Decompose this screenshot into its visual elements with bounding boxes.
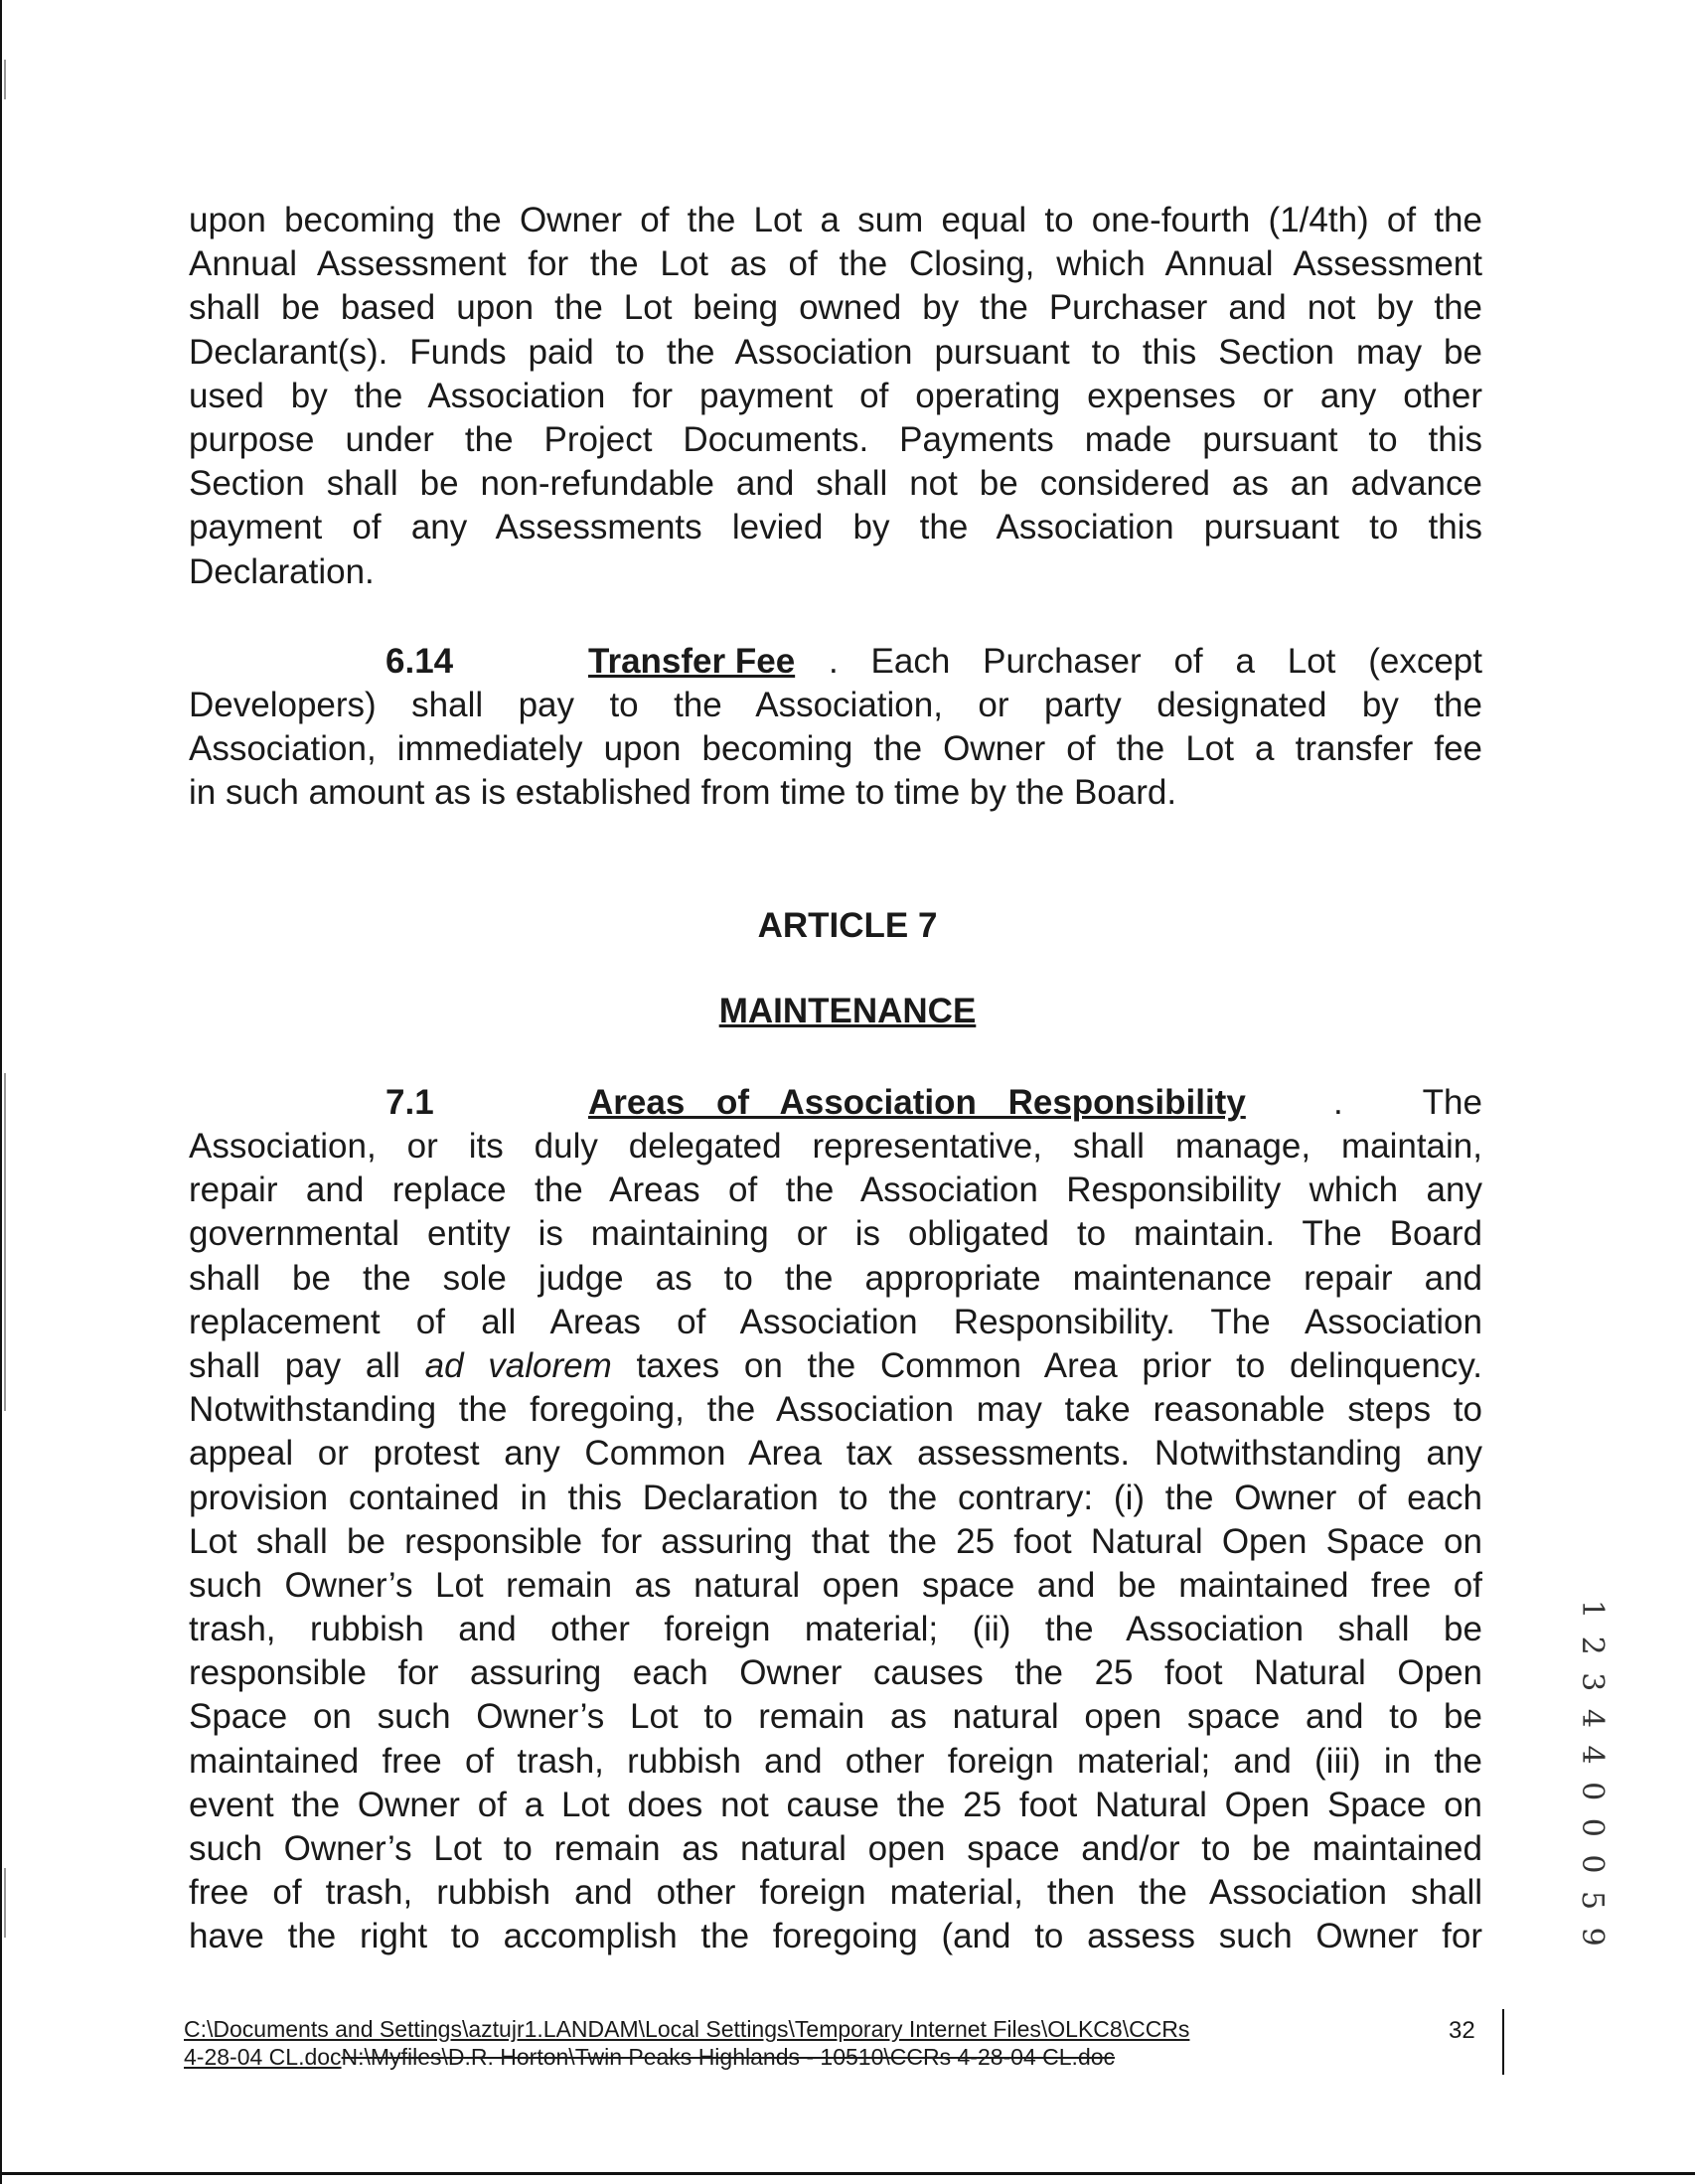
text-line: Developers) shall pay to the Association, or party designated by the xyxy=(189,686,1482,724)
section-title: Transfer Fee xyxy=(588,642,796,681)
text-line: governmental entity is maintaining or is obligated to maintain. The Board xyxy=(189,1214,1482,1254)
text-line: have the right to accomplish the foregoing (and to assess such Owner for xyxy=(189,1917,1482,1956)
footer-rule xyxy=(1502,2009,1504,2075)
section-first-line-text: . Each Purchaser of a Lot (except xyxy=(829,642,1482,681)
scan-mark xyxy=(4,60,6,99)
page-left-edge xyxy=(0,0,2,2184)
text-line: Section shall be non-refundable and shall not be considered as an advance xyxy=(189,464,1482,504)
text-line: Association, or its duly delegated representative, shall manage, maintain, xyxy=(189,1127,1482,1166)
text-line: Annual Assessment for the Lot as of the Closing, which Annual Assessment xyxy=(189,244,1482,284)
section-number: 7.1 xyxy=(385,1083,434,1122)
section-title: Areas of Association Responsibility xyxy=(588,1083,1246,1122)
text-line: Space on such Owner’s Lot to remain as natural open space and to be xyxy=(189,1697,1482,1737)
text-line: Association, immediately upon becoming the Owner of the Lot a transfer fee xyxy=(189,729,1482,769)
text-segment: taxes on the Common Area prior to delinquency. xyxy=(611,1345,1482,1385)
page-bottom-edge xyxy=(0,2172,1695,2175)
text-line: event the Owner of a Lot does not cause the 25 foot Natural Open Space on xyxy=(189,1785,1482,1824)
text-line: such Owner’s Lot remain as natural open space and be maintained free of xyxy=(189,1565,1482,1605)
section-number: 6.14 xyxy=(385,642,454,681)
footer-path-filename: 4-28-04 CL.doc xyxy=(184,2044,342,2070)
text-line: in such amount as is established from time to time by the Board. xyxy=(189,773,1177,813)
scan-mark xyxy=(4,1073,6,1411)
text-line: repair and replace the Areas of the Association Responsibility which any xyxy=(189,1170,1482,1210)
text-line: Declarant(s). Funds paid to the Association pursuant to this Section may be xyxy=(189,332,1482,372)
paragraph-continuation xyxy=(189,199,1482,594)
text-line: used by the Association for payment of operating expenses or any other xyxy=(189,376,1482,415)
text-line: purpose under the Project Documents. Payments made pursuant to this xyxy=(189,419,1482,459)
text-line: trash, rubbish and other foreign material; (ii) the Association shall be xyxy=(189,1610,1482,1649)
page-number: 32 xyxy=(1449,2017,1475,2044)
article-title xyxy=(0,992,1695,1031)
text-line: such Owner’s Lot to remain as natural open space and/or to be maintained xyxy=(189,1829,1482,1868)
text-line: provision contained in this Declaration to the contrary: (i) the Owner of each xyxy=(189,1478,1482,1517)
text-line: free of trash, rubbish and other foreign material, then the Association shall xyxy=(189,1873,1482,1913)
text-line: Declaration. xyxy=(189,551,375,591)
section-6-14-heading xyxy=(189,640,1482,684)
section-6-14-body xyxy=(189,684,1482,816)
footer-path-line-2 xyxy=(184,2043,1189,2071)
text-segment: shall pay all xyxy=(189,1345,425,1385)
recording-stamp: 1 2 3 4 4 0 0 0 5 9 xyxy=(1575,1600,1610,1950)
section-7-1-body xyxy=(189,1125,1482,1959)
text-line: maintained free of trash, rubbish and other foreign material; and (iii) in the xyxy=(189,1741,1482,1781)
text-line: upon becoming the Owner of the Lot a sum equal to one-fourth (1/4th) of the xyxy=(189,201,1482,239)
footer-file-path xyxy=(184,2015,1189,2071)
italic-term: ad valorem xyxy=(424,1345,612,1385)
section-first-line-text: . The xyxy=(1333,1083,1482,1122)
text-line: appeal or protest any Common Area tax assessments. Notwithstanding any xyxy=(189,1434,1482,1474)
footer-path-struck: N:\Myfiles\D.R. Horton\Twin Peaks Highlands - 10510\CCRs 4-28-04 CL.doc xyxy=(341,2044,1116,2070)
scan-mark xyxy=(4,1868,6,1938)
text-line: shall be based upon the Lot being owned by the Purchaser and not by the xyxy=(189,288,1482,328)
text-line: payment of any Assessments levied by the Association pursuant to this xyxy=(189,508,1482,547)
text-line: shall be the sole judge as to the appropriate maintenance repair and xyxy=(189,1258,1482,1298)
text-line: replacement of all Areas of Association Responsibility. The Association xyxy=(189,1302,1482,1341)
text-line: Lot shall be responsible for assuring that the 25 foot Natural Open Space on xyxy=(189,1521,1482,1561)
text-line: responsible for assuring each Owner causes the 25 foot Natural Open xyxy=(189,1653,1482,1693)
text-line: Notwithstanding the foregoing, the Association may take reasonable steps to xyxy=(189,1390,1482,1430)
text-line-with-italic xyxy=(189,1344,1482,1388)
footer-path-line-1: C:\Documents and Settings\aztujr1.LANDAM\Local Settings\Temporary Internet Files\OLKC8\CCRs xyxy=(184,2016,1190,2042)
article-title-text: MAINTENANCE xyxy=(718,992,977,1030)
section-7-1-heading xyxy=(189,1081,1482,1125)
article-label: ARTICLE 7 xyxy=(757,906,938,945)
